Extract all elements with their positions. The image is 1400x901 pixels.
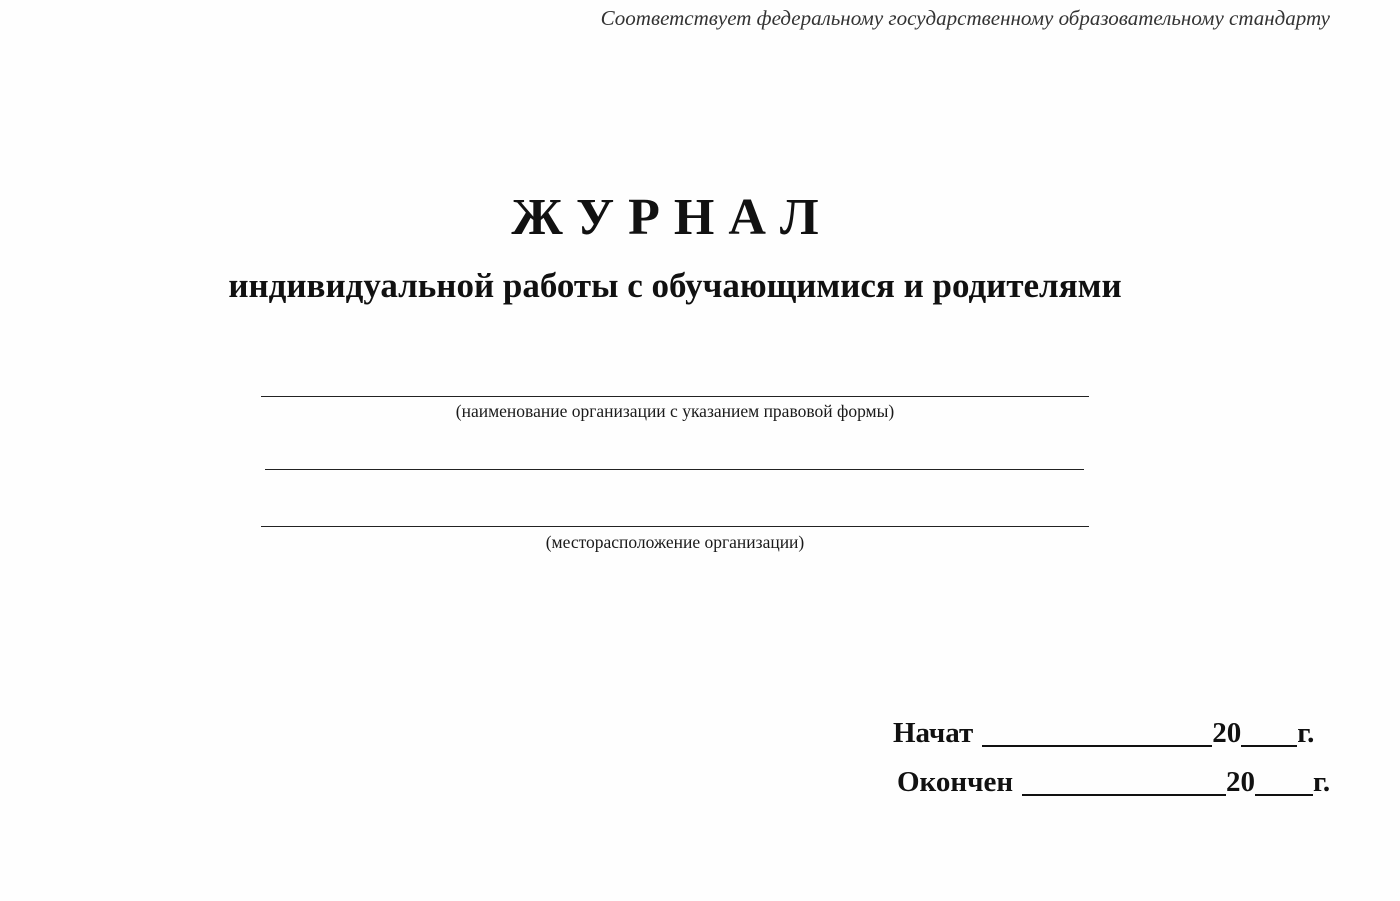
organization-name-caption: (наименование организации с указанием правовой формы) xyxy=(455,401,895,421)
journal-title: ЖУРНАЛ xyxy=(511,189,833,246)
start-date-label: Начат xyxy=(893,717,974,749)
end-century-prefix: 20 xyxy=(1226,766,1256,798)
end-date-line xyxy=(897,764,1330,800)
organization-extra-line xyxy=(265,469,1084,470)
journal-subtitle: индивидуальной работы с обучающимися и родителями xyxy=(228,266,1122,305)
organization-name-line xyxy=(261,396,1089,397)
end-date-blank xyxy=(1022,768,1226,796)
start-century-prefix: 20 xyxy=(1212,717,1242,749)
start-year-suffix: г. xyxy=(1297,717,1315,749)
standard-compliance-note: Соответствует федеральному государственному образовательному стандарту xyxy=(600,6,1330,30)
organization-location-caption: (месторасположение организации) xyxy=(545,532,805,552)
start-date-blank xyxy=(982,719,1212,747)
end-date-label: Окончен xyxy=(897,766,1014,798)
end-year-suffix: г. xyxy=(1313,766,1331,798)
start-date-line xyxy=(893,715,1314,751)
start-year-blank xyxy=(1241,719,1297,747)
organization-location-line xyxy=(261,526,1089,527)
end-year-blank xyxy=(1255,768,1313,796)
